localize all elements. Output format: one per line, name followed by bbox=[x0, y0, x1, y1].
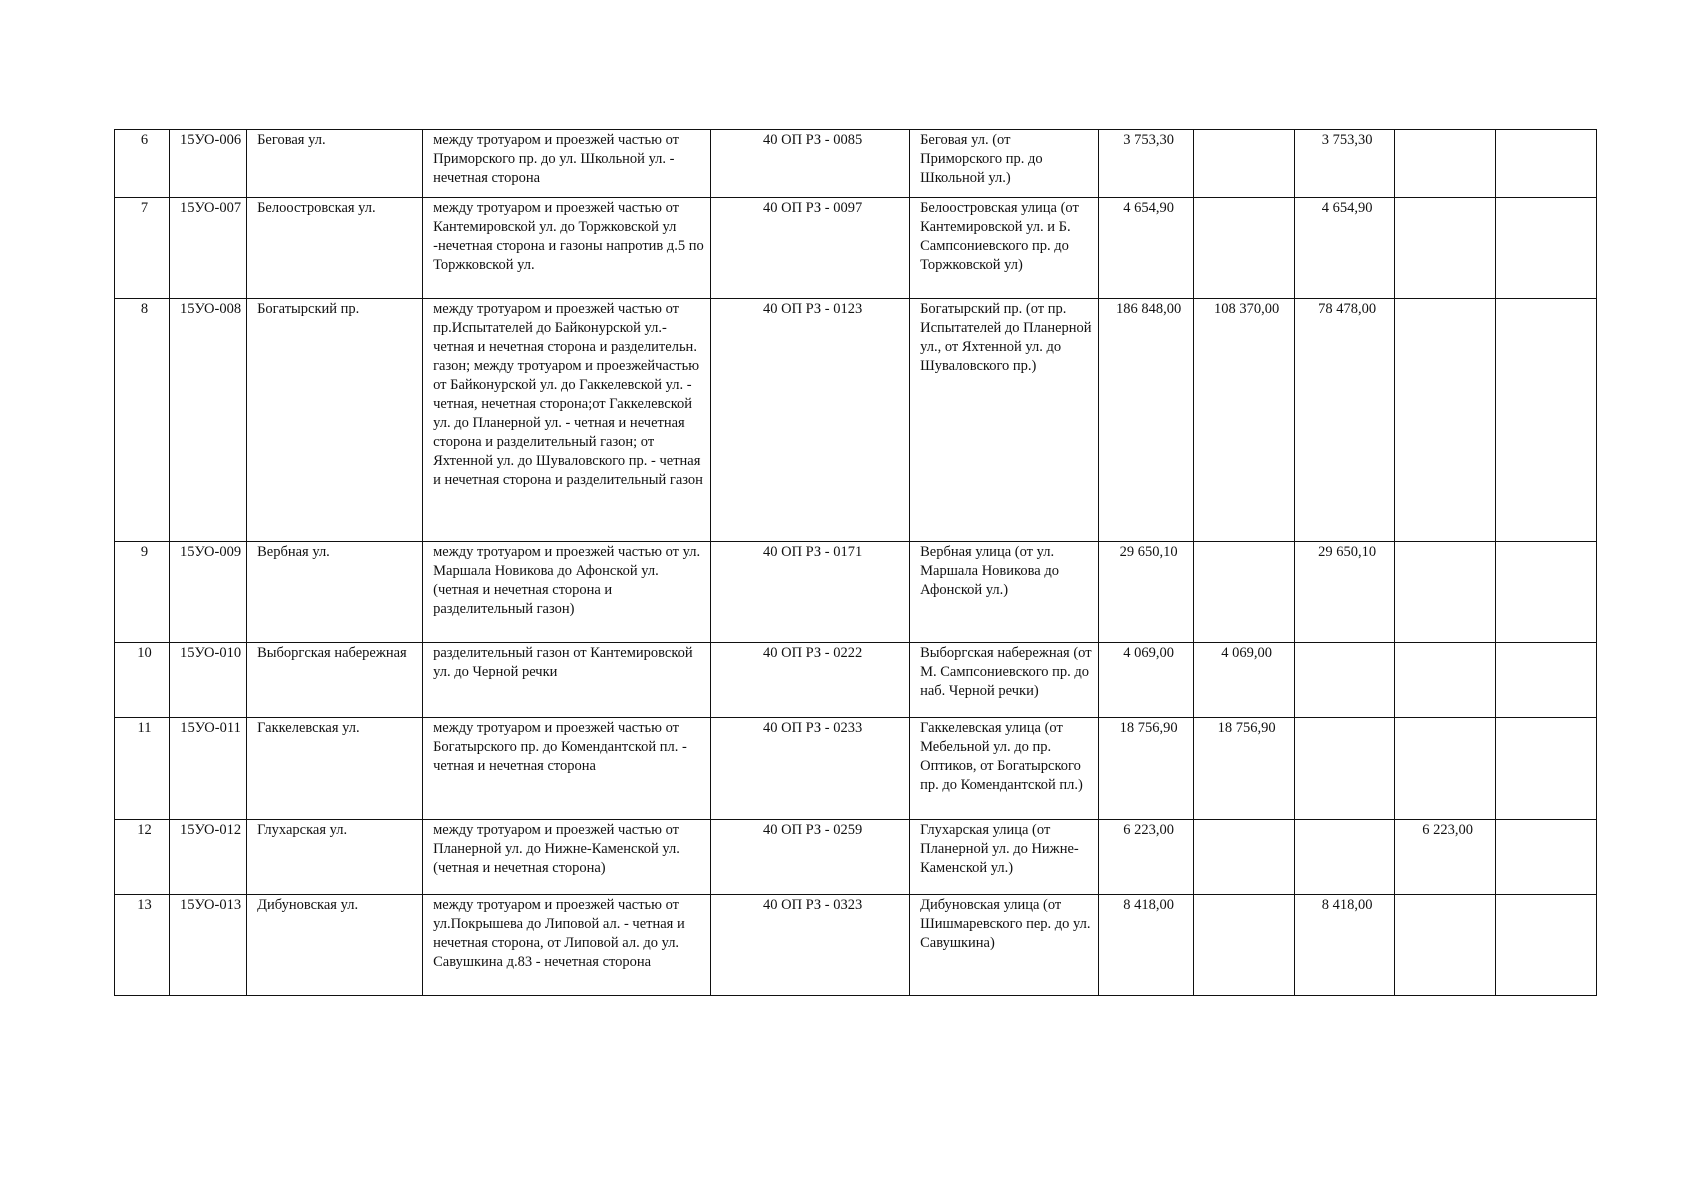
area-column-1-cell bbox=[1194, 198, 1295, 299]
location-description-cell: между тротуаром и проезжей частью от Планерной ул. до Нижне-Каменской ул. (четная и нечетная сторона) bbox=[423, 820, 711, 895]
area-column-3-cell bbox=[1395, 718, 1496, 820]
road-registry-number-cell: 40 ОП РЗ - 0097 bbox=[711, 198, 910, 299]
area-column-3-cell bbox=[1395, 130, 1496, 198]
table-row bbox=[115, 718, 1597, 820]
street-name-cell: Вербная ул. bbox=[247, 542, 423, 643]
location-description-cell: между тротуаром и проезжей частью от Кантемировской ул. до Торжковской ул -нечетная сторона и газоны напротив д.5 по Торжковской ул. bbox=[423, 198, 711, 299]
street-name-cell: Богатырский пр. bbox=[247, 299, 423, 542]
area-column-1-cell bbox=[1194, 542, 1295, 643]
area-column-2-cell bbox=[1295, 718, 1395, 820]
area-column-3-cell bbox=[1395, 198, 1496, 299]
total-area-cell: 4 069,00 bbox=[1099, 643, 1194, 718]
object-code-cell: 15УО-009 bbox=[170, 542, 247, 643]
area-column-3-cell bbox=[1395, 299, 1496, 542]
road-registry-number-cell: 40 ОП РЗ - 0085 bbox=[711, 130, 910, 198]
total-area-cell: 29 650,10 bbox=[1099, 542, 1194, 643]
location-description-cell: между тротуаром и проезжей частью от ул.Покрышева до Липовой ал. - четная и нечетная сторона, от Липовой ал. до ул. Савушкина д.83 - нечетная сторона bbox=[423, 895, 711, 996]
area-column-4-cell bbox=[1496, 820, 1597, 895]
street-name-cell: Глухарская ул. bbox=[247, 820, 423, 895]
area-column-1-cell bbox=[1194, 130, 1295, 198]
area-column-4-cell bbox=[1496, 718, 1597, 820]
table-row bbox=[115, 130, 1597, 198]
road-section-cell: Дибуновская улица (от Шишмаревского пер. до ул. Савушкина) bbox=[910, 895, 1099, 996]
street-name-cell: Дибуновская ул. bbox=[247, 895, 423, 996]
row-number-cell: 9 bbox=[115, 542, 170, 643]
total-area-cell: 18 756,90 bbox=[1099, 718, 1194, 820]
area-column-2-cell: 3 753,30 bbox=[1295, 130, 1395, 198]
area-column-1-cell bbox=[1194, 895, 1295, 996]
total-area-cell: 8 418,00 bbox=[1099, 895, 1194, 996]
area-column-2-cell bbox=[1295, 643, 1395, 718]
road-section-cell: Выборгская набережная (от М. Сампсониевского пр. до наб. Черной речки) bbox=[910, 643, 1099, 718]
table-row bbox=[115, 895, 1597, 996]
row-number-cell: 8 bbox=[115, 299, 170, 542]
road-section-cell: Богатырский пр. (от пр. Испытателей до Планерной ул., от Яхтенной ул. до Шуваловского пр.) bbox=[910, 299, 1099, 542]
row-number-cell: 7 bbox=[115, 198, 170, 299]
area-column-3-cell: 6 223,00 bbox=[1395, 820, 1496, 895]
road-registry-number-cell: 40 ОП РЗ - 0171 bbox=[711, 542, 910, 643]
road-registry-number-cell: 40 ОП РЗ - 0222 bbox=[711, 643, 910, 718]
area-column-1-cell bbox=[1194, 820, 1295, 895]
table-row bbox=[115, 643, 1597, 718]
area-column-1-cell: 4 069,00 bbox=[1194, 643, 1295, 718]
road-section-cell: Глухарская улица (от Планерной ул. до Нижне-Каменской ул.) bbox=[910, 820, 1099, 895]
location-description-cell: между тротуаром и проезжей частью от Приморского пр. до ул. Школьной ул. - нечетная сторона bbox=[423, 130, 711, 198]
location-description-cell: между тротуаром и проезжей частью от Богатырского пр. до Комендантской пл. - четная и нечетная сторона bbox=[423, 718, 711, 820]
table-row bbox=[115, 542, 1597, 643]
area-column-4-cell bbox=[1496, 542, 1597, 643]
row-number-cell: 13 bbox=[115, 895, 170, 996]
table-row bbox=[115, 198, 1597, 299]
area-column-4-cell bbox=[1496, 643, 1597, 718]
area-column-2-cell: 4 654,90 bbox=[1295, 198, 1395, 299]
road-registry-number-cell: 40 ОП РЗ - 0259 bbox=[711, 820, 910, 895]
street-name-cell: Беговая ул. bbox=[247, 130, 423, 198]
area-column-3-cell bbox=[1395, 542, 1496, 643]
street-name-cell: Белоостровская ул. bbox=[247, 198, 423, 299]
total-area-cell: 4 654,90 bbox=[1099, 198, 1194, 299]
total-area-cell: 3 753,30 bbox=[1099, 130, 1194, 198]
street-name-cell: Выборгская набережная bbox=[247, 643, 423, 718]
road-section-cell: Гаккелевская улица (от Мебельной ул. до пр. Оптиков, от Богатырского пр. до Комендантской пл.) bbox=[910, 718, 1099, 820]
object-code-cell: 15УО-010 bbox=[170, 643, 247, 718]
road-section-cell: Беговая ул. (от Приморского пр. до Школьной ул.) bbox=[910, 130, 1099, 198]
area-column-3-cell bbox=[1395, 643, 1496, 718]
table-row bbox=[115, 820, 1597, 895]
road-registry-number-cell: 40 ОП РЗ - 0233 bbox=[711, 718, 910, 820]
area-column-3-cell bbox=[1395, 895, 1496, 996]
object-code-cell: 15УО-007 bbox=[170, 198, 247, 299]
area-column-4-cell bbox=[1496, 198, 1597, 299]
row-number-cell: 10 bbox=[115, 643, 170, 718]
area-column-1-cell: 18 756,90 bbox=[1194, 718, 1295, 820]
area-column-4-cell bbox=[1496, 895, 1597, 996]
road-registry-number-cell: 40 ОП РЗ - 0123 bbox=[711, 299, 910, 542]
object-code-cell: 15УО-011 bbox=[170, 718, 247, 820]
area-column-2-cell bbox=[1295, 820, 1395, 895]
area-column-2-cell: 8 418,00 bbox=[1295, 895, 1395, 996]
object-code-cell: 15УО-013 bbox=[170, 895, 247, 996]
total-area-cell: 6 223,00 bbox=[1099, 820, 1194, 895]
area-column-4-cell bbox=[1496, 299, 1597, 542]
table-body bbox=[115, 130, 1597, 996]
row-number-cell: 6 bbox=[115, 130, 170, 198]
road-registry-number-cell: 40 ОП РЗ - 0323 bbox=[711, 895, 910, 996]
object-code-cell: 15УО-006 bbox=[170, 130, 247, 198]
area-column-2-cell: 78 478,00 bbox=[1295, 299, 1395, 542]
total-area-cell: 186 848,00 bbox=[1099, 299, 1194, 542]
object-code-cell: 15УО-012 bbox=[170, 820, 247, 895]
area-column-1-cell: 108 370,00 bbox=[1194, 299, 1295, 542]
area-column-2-cell: 29 650,10 bbox=[1295, 542, 1395, 643]
location-description-cell: между тротуаром и проезжей частью от пр.Испытателей до Байконурской ул.- четная и нечетная сторона и разделительн. газон; между тротуаром и проезжейчастью от Байконурской ул. до Гаккелевской ул. - четная, нечетная сторона;от Гаккелевской ул. до Планерной ул. - четная и нечетная сторона и разделительный газон; от Яхтенной ул. до Шуваловского пр. - четная и нечетная сторона и разделительный газон bbox=[423, 299, 711, 542]
road-section-cell: Вербная улица (от ул. Маршала Новикова до Афонской ул.) bbox=[910, 542, 1099, 643]
object-code-cell: 15УО-008 bbox=[170, 299, 247, 542]
street-name-cell: Гаккелевская ул. bbox=[247, 718, 423, 820]
row-number-cell: 12 bbox=[115, 820, 170, 895]
table-row bbox=[115, 299, 1597, 542]
road-section-cell: Белоостровская улица (от Кантемировской ул. и Б. Сампсониевского пр. до Торжковской ул) bbox=[910, 198, 1099, 299]
row-number-cell: 11 bbox=[115, 718, 170, 820]
location-description-cell: между тротуаром и проезжей частью от ул. Маршала Новикова до Афонской ул. (четная и нечетная сторона и разделительный газон) bbox=[423, 542, 711, 643]
location-description-cell: разделительный газон от Кантемировской ул. до Черной речки bbox=[423, 643, 711, 718]
area-column-4-cell bbox=[1496, 130, 1597, 198]
green-zones-table bbox=[114, 129, 1597, 996]
